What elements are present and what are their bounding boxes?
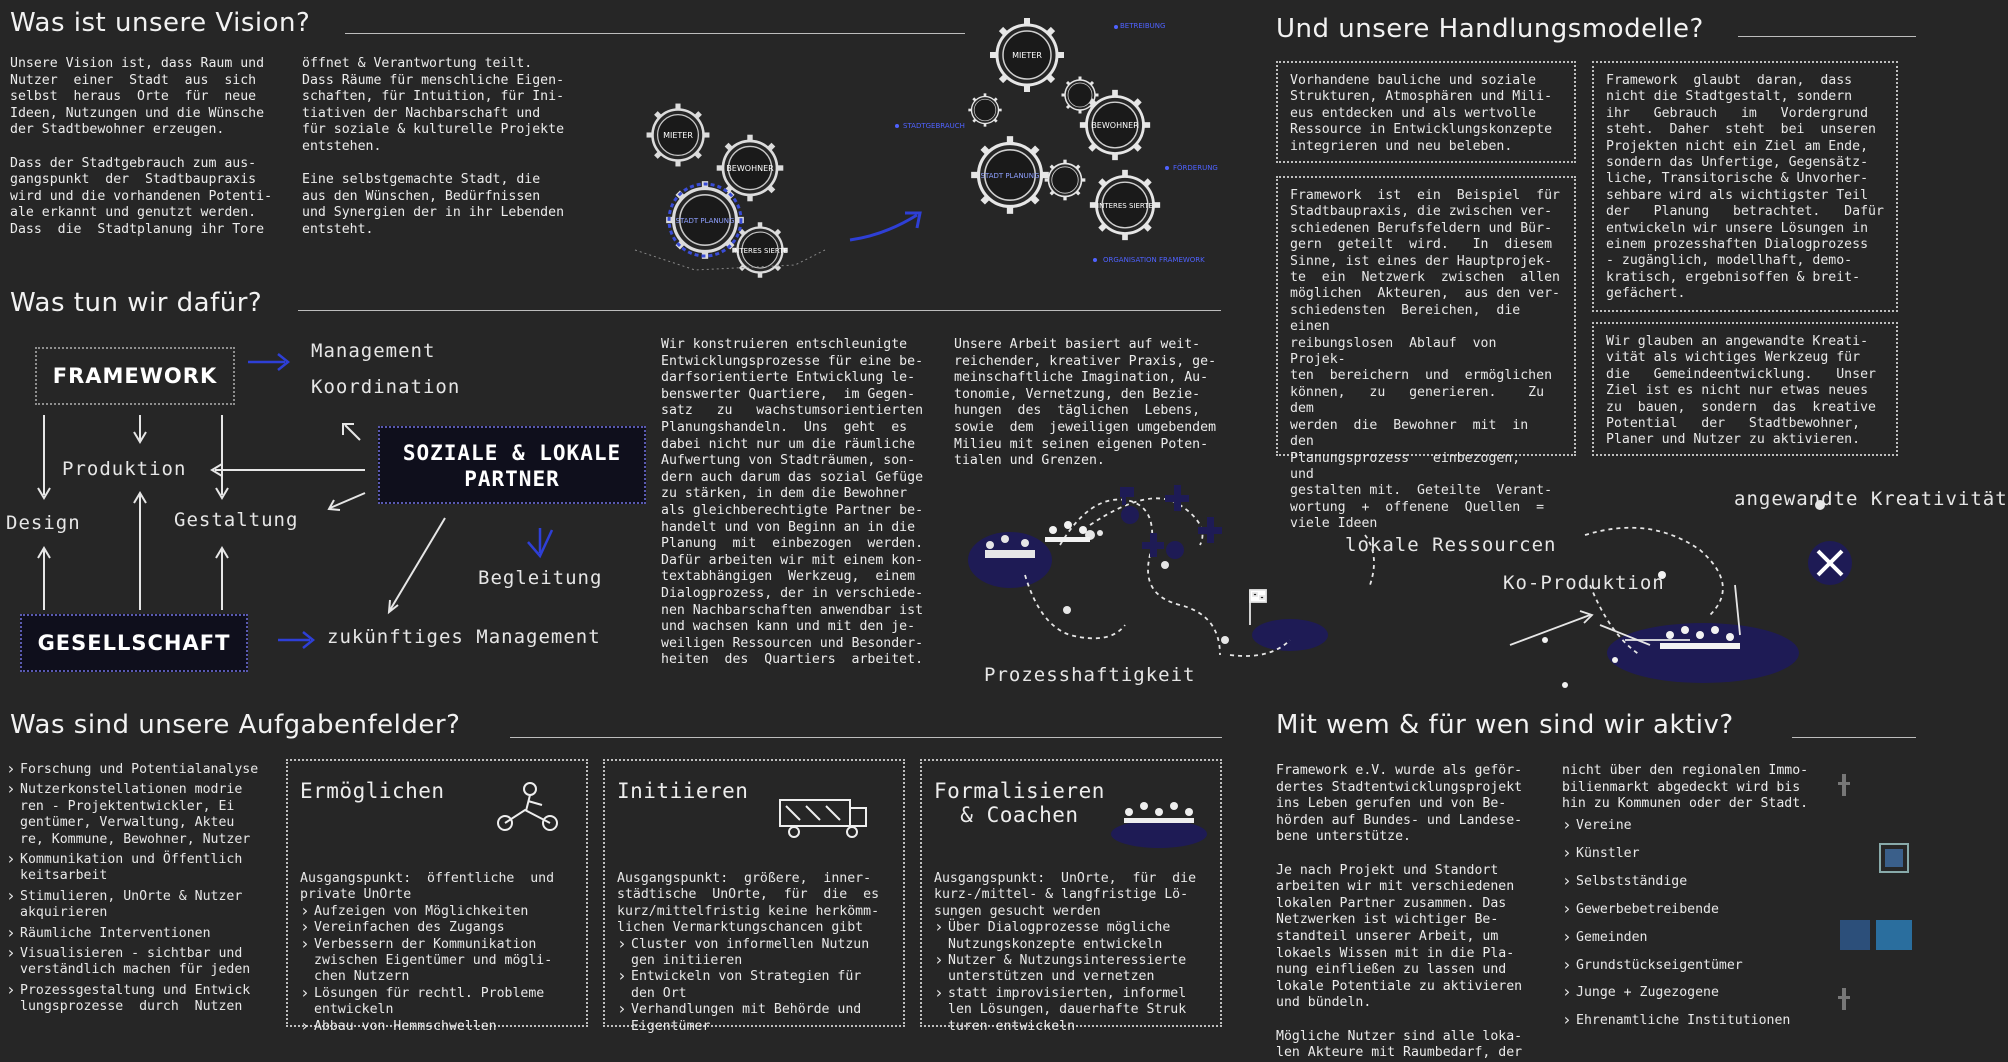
handlung-box-1 xyxy=(1276,61,1576,163)
label-management: Management xyxy=(311,340,436,362)
tun-heading: Was tun wir dafür? xyxy=(10,288,263,318)
card-initiieren-intro: Ausgangspunkt: größere, inner- städtische UnOrte, für die es kurz/mittelfristig keine herkömm- lichen Vermarktungschancen gibt xyxy=(617,871,880,936)
gear-left-3: STADT PLANUNG xyxy=(675,217,735,225)
label-produktion: Produktion xyxy=(62,458,187,480)
card-item: › Über Dialogprozesse mögliche Nutzungskonzepte entwickeln xyxy=(934,920,1208,953)
card-item: › Aufzeigen von Möglichkeiten xyxy=(300,904,574,920)
aufgaben-item: › Stimulieren, UnOrte & Nutzer akquirieren xyxy=(6,889,276,922)
wem-item: › Selbstständige xyxy=(1562,874,1812,890)
card-initiieren-list xyxy=(617,937,891,1035)
card-formalisieren-title: Formalisieren & Coachen xyxy=(934,779,1105,827)
label-koproduktion: Ko-Produktion xyxy=(1503,572,1665,594)
gear-left-2: BEWOHNER xyxy=(726,164,774,173)
card-item: › statt improvisierten, informel len Lösungen, dauerhafte Struk turen entwickeln xyxy=(934,986,1208,1035)
card-ermoeglichen-title: Ermöglichen xyxy=(300,779,445,803)
crowd-sketch-icon xyxy=(1104,782,1214,852)
label-begleitung: Begleitung xyxy=(478,567,603,589)
gears-illustration xyxy=(625,10,1235,280)
card-item: › Cluster von informellen Nutzun gen initiieren xyxy=(617,937,891,970)
process-arrows xyxy=(0,300,620,720)
aufgaben-item: › Nutzerkonstellationen modrie ren - Projektentwickler, Ei gentümer, Verwaltung, Akteu re, Kommune, Bewohner, Nutzer xyxy=(6,782,276,848)
label-design: Design xyxy=(6,512,81,534)
card-item: › Lösungen für rechtl. Probleme entwickeln xyxy=(300,986,574,1019)
card-ermoeglichen-list xyxy=(300,904,574,1035)
handlung-box-3-text: Framework glaubt daran, dass nicht die Stadtgestalt, sondern ihr Gebrauch im Vordergrund steht. Daher steht bei unseren Projekten nicht ein Ziel am Ende, sondern das Unfertige, Gegensätz- liche, Transitorische & Unvorher- sehbare wird als wichtigster Teil der Planung betrachtet. Dafür entwickeln wir unsere Lösungen in einem prozesshaften Dialogprozess - zugänglich, modellhaft, demo- kratisch, ergebnisoffen & breit- gefächert. xyxy=(1606,73,1884,302)
sponsor-logos xyxy=(1836,760,1916,1040)
wem-item: › Junge + Zugezogene xyxy=(1562,985,1812,1001)
card-item: › Nutzer & Nutzungsinteressierte unterstützen und vernetzen xyxy=(934,953,1208,986)
card-formalisieren-list xyxy=(934,920,1208,1035)
aufgaben-item: › Visualisieren - sichtbar und verständlich machen für jeden xyxy=(6,946,276,979)
card-item: › Vereinfachen des Zugangs xyxy=(300,920,574,936)
handlung-box-3 xyxy=(1592,61,1898,312)
label-prozess: Prozesshaftigkeit xyxy=(984,664,1196,686)
aufgaben-heading: Was sind unsere Aufgabenfelder? xyxy=(10,710,461,740)
label-angewandte: angewandte Kreativität xyxy=(1734,488,2008,510)
handlung-box-4 xyxy=(1592,322,1898,456)
wem-heading: Mit wem & für wen sind wir aktiv? xyxy=(1276,710,1734,740)
wem-text-col2: nicht über den regionalen Immo- bilienmarkt abgedeckt wird bis hin zu Kommunen oder der Stadt. xyxy=(1562,763,1809,812)
handlung-box-2-text: Framework ist ein Beispiel für Stadtbaupraxis, die zwischen ver- schiedenen Berufsfeldern und Bür- gern geteilt wird. In diesem Sinne, ist eines der Hauptprojek- te ein Netzwerk zwischen allen möglichen Akteuren, aus den ver- schiedensten Bereichen, die einen reibungslosen Ablauf von Projek- ten bereichern und ermöglichen können, zu generieren. Zu dem werden die Bewohner mit in den Planungsprozess einbezogen, und gestalten mit. Geteilte Verant- wortung + offenene Quellen = viele Ideen xyxy=(1290,188,1560,532)
handlung-box-2 xyxy=(1276,176,1576,532)
label-koordination: Koordination xyxy=(311,376,461,398)
aufgaben-list xyxy=(6,762,276,1020)
framework-tag: FRAMEWORK xyxy=(35,347,235,405)
card-item: › Entwickeln von Strategien für den Ort xyxy=(617,969,891,1002)
gear-right-4: INTERES SIERTE xyxy=(1097,202,1153,210)
vision-text-col1: Unsere Vision ist, dass Raum und Nutzer einer Stadt aus sich selbst heraus Orte für neue Ideen, Nutzungen und die Wünsche der Stadtbewohner erzeugen. Dass der Stadtgebrauch zum aus- gangspunkt der Stadtbaupraxis wird und die vorhandenen Potenti- ale erkannt und genutzt werden. Dass die Stadtplanung ihr Tore xyxy=(10,56,273,237)
card-initiieren-title: Initiieren xyxy=(617,779,749,803)
label-gestaltung: Gestaltung xyxy=(174,509,299,531)
aufgaben-rule xyxy=(510,737,1222,738)
wem-item: › Grundstückseigentümer xyxy=(1562,958,1812,974)
gear-tag-foerderung: FÖRDERUNG xyxy=(1173,164,1218,172)
label-lokale: lokale Ressourcen xyxy=(1345,534,1557,556)
wem-text-col1: Framework e.V. wurde als geför- dertes Stadtentwicklungsprojekt ins Leben gerufen und von Be- hörden auf Bundes- und Landese- bene unterstütze. Je nach Projekt und Standort arbeiten wir mit verschiedenen lokalen Partner zusammen. Das Netzwerken ist wichtiger Be- standteil unserer Arbeit, um lokaels Wissen mit in die Pla- nung einfließen zu lassen und lokale Potentiale zu aktivieren und bündeln. Mögliche Nutzer sind alle loka- len Akteure mit Raumbedarf, der xyxy=(1276,763,1523,1061)
wem-item: › Vereine xyxy=(1562,818,1812,834)
handlung-box-4-text: Wir glauben an angewandte Kreati- vität als wichtiges Werkzeug für die Gemeindeentwicklung. Unser Ziel ist es nicht nur etwas neues zu bauen, sondern das kreative Potential der Stadtbewohner, Planer und Nutzer zu aktivieren. xyxy=(1606,334,1876,448)
card-ermoeglichen-intro: Ausgangspunkt: öffentliche und private UnOrte xyxy=(300,871,555,903)
wem-list xyxy=(1562,818,1812,1041)
card-formalisieren-intro: Ausgangspunkt: UnOrte, für die kurz-/mittel- & langfristige Lö- sungen gesucht werden xyxy=(934,871,1197,919)
wem-item: › Gewerbebetreibende xyxy=(1562,902,1812,918)
wem-item: › Künstler xyxy=(1562,846,1812,862)
aufgaben-item: › Prozessgestaltung und Entwick lungsprozesse durch Nutzen xyxy=(6,983,276,1016)
vision-heading: Was ist unsere Vision? xyxy=(10,8,311,38)
truck-sketch-icon xyxy=(772,786,872,846)
wem-item: › Ehrenamtliche Institutionen xyxy=(1562,1013,1812,1029)
gesellschaft-tag: GESELLSCHAFT xyxy=(20,614,248,672)
gear-tag-stadtgebrauch: STADTGEBRAUCH xyxy=(903,122,965,130)
card-item: › Verbessern der Kommunikation zwischen Eigentümer und mögli- chen Nutzern xyxy=(300,937,574,986)
label-zukuenftiges: zukünftiges Management xyxy=(327,626,601,648)
vision-text-col2: öffnet & Verantwortung teilt. Dass Räume für menschliche Eigen- schaften, für Intuition, für Ini- tiativen der Nachbarschaft und für soziale & kulturelle Projekte entstehen. Eine selbstgemachte Stadt, die aus den Wünschen, Bedürfnissen und Synergien der in ihr Lebenden entsteht. xyxy=(302,56,565,237)
aufgaben-item: › Räumliche Interventionen xyxy=(6,926,276,942)
tun-text-col2: Unsere Arbeit basiert auf weit- reichender, kreativer Praxis, ge- meinschaftliche Imagination, Au- tonomie, Vernetzung, den Bezie- hungen des täglichen Lebens, sowie dem jeweiligen umgebendem Milieu mit seinen eigenen Poten- tialen und Grenzen. xyxy=(954,337,1217,469)
handlung-box-1-text: Vorhandene bauliche und soziale Strukturen, Atmosphären und Mili- eus entdecken und als wertvolle Ressource in Entwicklungskonzepte integrieren und neu beleben. xyxy=(1290,73,1553,154)
gear-tag-betreibung: BETREIBUNG xyxy=(1120,22,1166,30)
gear-left-4: INTERES SIERTE xyxy=(732,247,788,255)
card-item: › Verhandlungen mit Behörde und Eigentümer xyxy=(617,1002,891,1035)
partner-tag: SOZIALE & LOKALE PARTNER xyxy=(378,426,646,504)
gear-right-2: BEWOHNER xyxy=(1091,121,1139,130)
gear-right-3: STADT PLANUNG xyxy=(980,172,1040,180)
aufgaben-item: › Kommunikation und Öffentlich keitsarbeit xyxy=(6,852,276,885)
handlung-rule xyxy=(1738,36,1916,37)
gear-right-1: MIETER xyxy=(1012,51,1042,60)
card-item: › Abbau von Hemmschwellen xyxy=(300,1019,574,1035)
scooter-sketch-icon xyxy=(490,775,570,835)
gear-left-1: MIETER xyxy=(663,131,693,140)
wem-rule xyxy=(1792,737,1916,738)
aufgaben-item: › Forschung und Potentialanalyse xyxy=(6,762,276,778)
tun-text-col1: Wir konstruieren entschleunigte Entwicklungsprozesse für eine be- darfsorientierte Entwicklung le- benswerter Quartiere, im Gegen- satz zu wachstumsorientierten Planungshandeln. Uns geht es dabei nicht nur um die räumliche Aufwertung von Stadträumen, son- dern auch darum das sozial Gefüge zu stärken, in dem die Bewohner als gleichberechtigte Partner be- handelt und von Beginn an in die Planung mit einbezogen werden. Dafür arbeiten wir mit einem kon- textabhängigen Werkzeug, einem Dialogprozess, der in verschiede- nen Nachbarschaften anwendbar ist und wachsen kann und mit den je- weiligen Ressourcen und Besonder- heiten des Quartiers arbeitet. xyxy=(661,337,924,668)
gear-tag-organisation: ORGANISATION FRAMEWORK xyxy=(1103,256,1205,264)
wem-item: › Gemeinden xyxy=(1562,930,1812,946)
handlung-heading: Und unsere Handlungsmodelle? xyxy=(1276,14,1704,44)
